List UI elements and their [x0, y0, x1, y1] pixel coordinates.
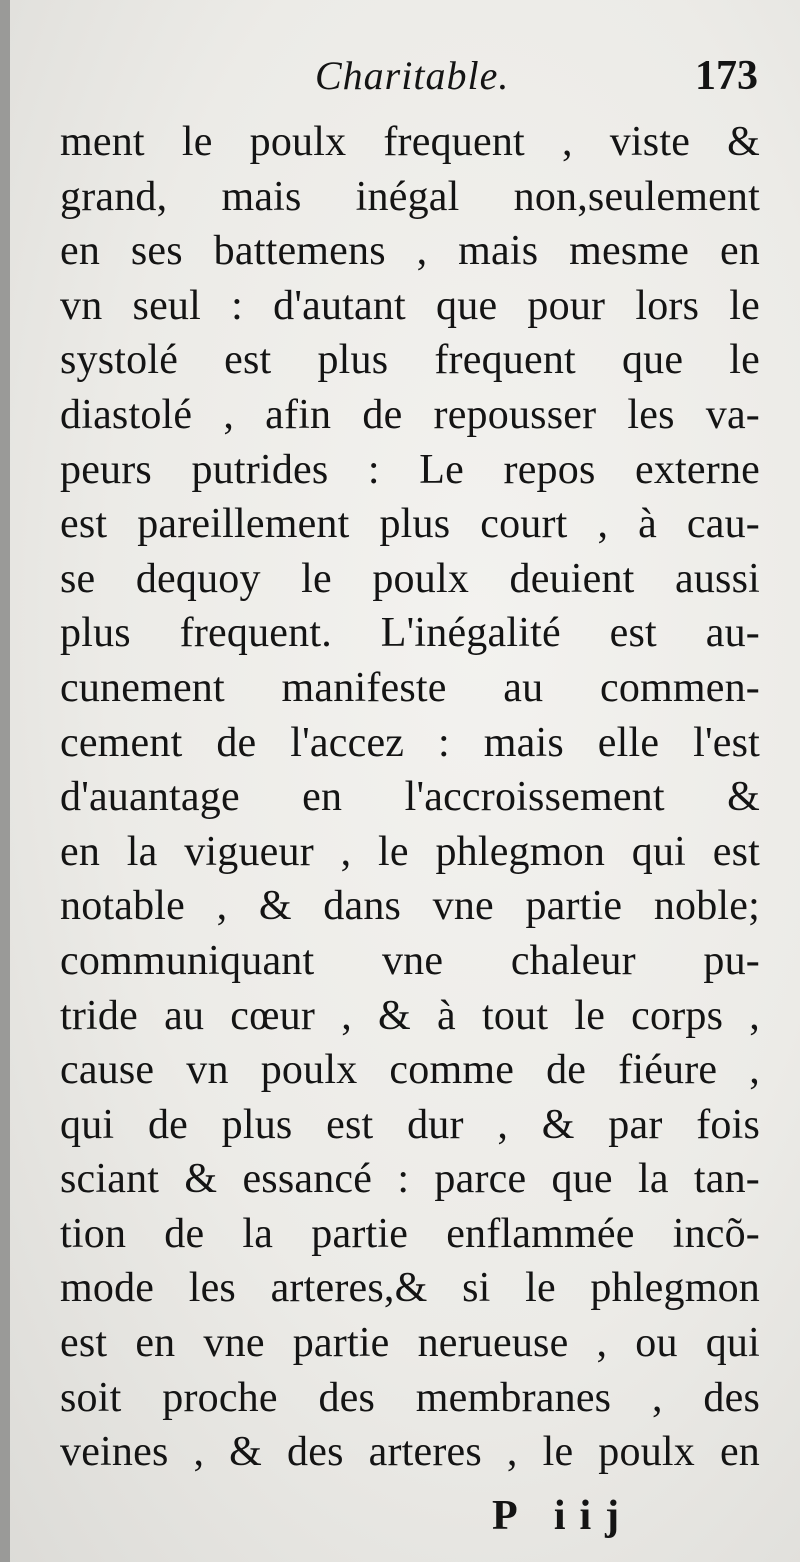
text-line: mode les arteres,& si le phlegmon: [60, 1265, 760, 1312]
text-line: plus frequent. L'inégalité est au-: [60, 610, 760, 657]
page-header: [60, 52, 760, 112]
body-text: [60, 115, 760, 1480]
text-line: se dequoy le poulx deuient aussi: [60, 555, 760, 602]
text-line: vn seul : d'autant que pour lors le: [60, 282, 760, 329]
text-line: en la vigueur , le phlegmon qui est: [60, 828, 760, 875]
text-line: soit proche des membranes , des: [60, 1374, 760, 1421]
text-line: grand, mais inégal non,seulement: [60, 173, 760, 220]
text-line: cement de l'accez : mais elle l'est: [60, 719, 760, 766]
text-line: ment le poulx frequent , viste &: [60, 119, 760, 165]
text-line: qui de plus est dur , & par fois: [60, 1101, 760, 1148]
signature-mark: P iij: [492, 1493, 634, 1539]
text-line: notable , & dans vne partie noble;: [60, 883, 760, 930]
text-line: cunement manifeste au commen-: [60, 664, 760, 711]
text-line: cause vn poulx comme de fiéure ,: [60, 1047, 760, 1094]
text-line: communiquant vne chaleur pu-: [60, 937, 760, 984]
text-line: peurs putrides : Le repos externe: [60, 446, 760, 493]
text-line: tion de la partie enflammée incõ-: [60, 1210, 760, 1257]
text-line: sciant & essancé : parce que la tan-: [60, 1156, 760, 1203]
text-line: est pareillement plus court , à cau-: [60, 501, 760, 548]
page-number: 173: [695, 53, 758, 99]
running-title: Charitable.: [315, 53, 510, 98]
text-line: veines , & des arteres , le poulx en: [60, 1429, 760, 1476]
text-line: systolé est plus frequent que le: [60, 337, 760, 384]
page-footer: [60, 1492, 760, 1542]
text-line: d'auantage en l'accroissement &: [60, 774, 760, 821]
text-line: en ses battemens , mais mesme en: [60, 228, 760, 275]
page-left-edge: [0, 0, 10, 1562]
text-line: diastolé , afin de repousser les va-: [60, 391, 760, 438]
text-line: tride au cœur , & à tout le corps ,: [60, 992, 760, 1039]
text-line: est en vne partie nerueuse , ou qui: [60, 1320, 760, 1367]
